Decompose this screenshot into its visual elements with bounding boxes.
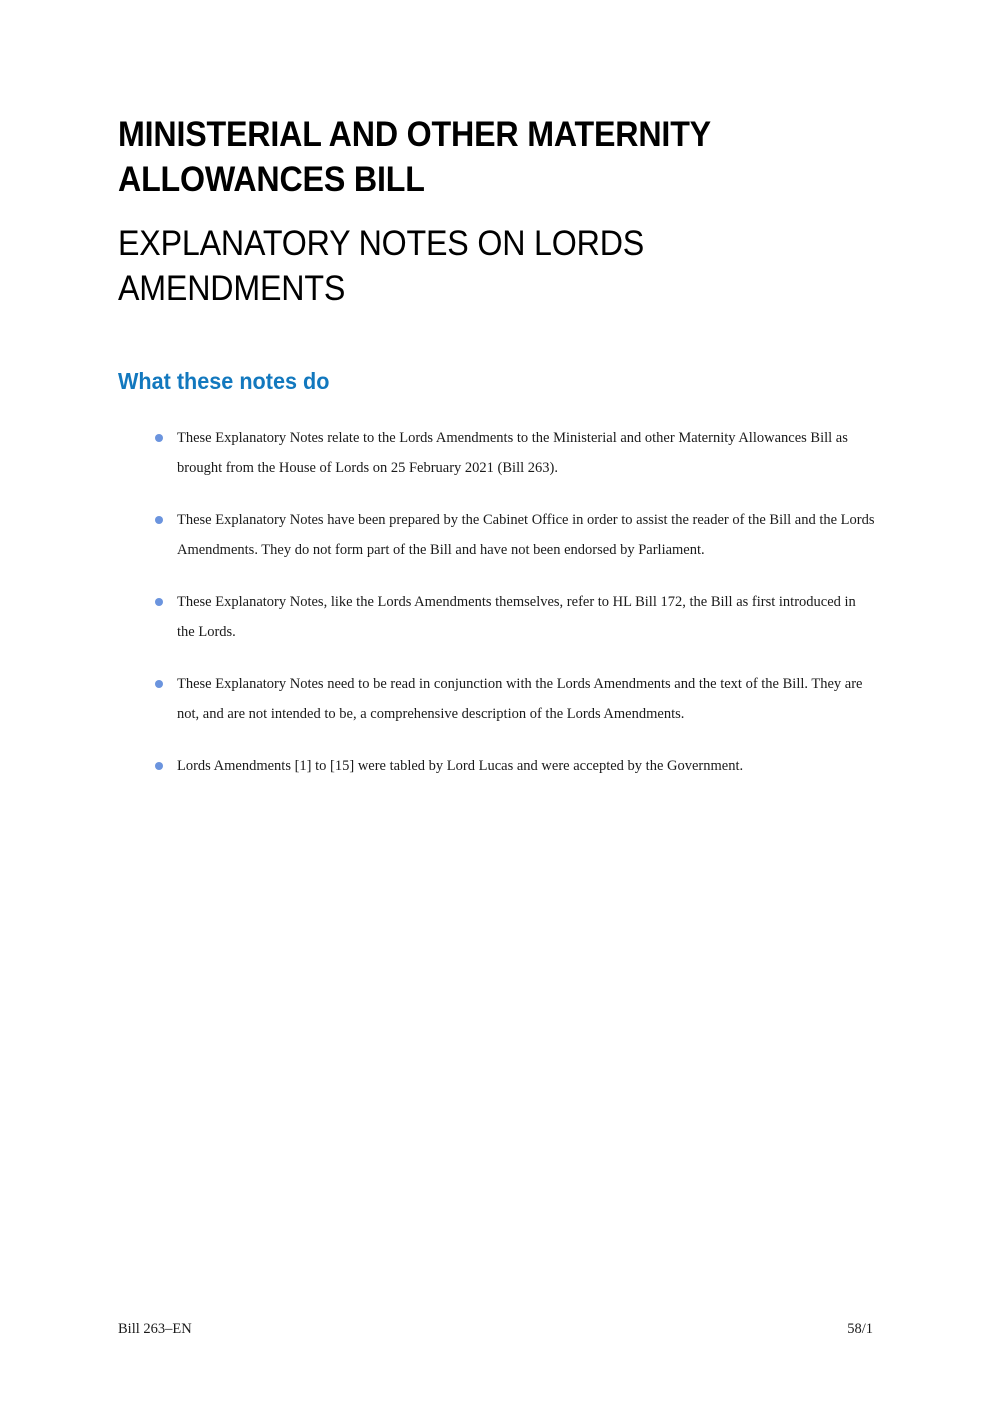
list-item-text: These Explanatory Notes have been prepared by the Cabinet Office in order to assist the reader of the Bill and the Lords Amendments. They do not form part of the Bill and have not been endorsed by Parliament. (177, 512, 875, 558)
bullet-icon (155, 434, 163, 442)
footer-bill-reference: Bill 263–EN (118, 1321, 192, 1337)
bullet-icon (155, 762, 163, 770)
page-title: MINISTERIAL AND OTHER MATERNITY ALLOWANCES BILL (118, 115, 711, 199)
footer-page-number: 58/1 (847, 1321, 873, 1337)
page-footer (118, 1319, 873, 1339)
bullet-icon (155, 680, 163, 688)
list-item (118, 423, 875, 483)
notes-list (118, 395, 875, 781)
list-item-text: Lords Amendments [1] to [15] were tabled by Lord Lucas and were accepted by the Government. (177, 758, 744, 774)
list-item (118, 751, 875, 781)
list-item-text: These Explanatory Notes relate to the Lords Amendments to the Ministerial and other Maternity Allowances Bill as brought from the House of Lords on 25 February 2021 (Bill 263). (177, 430, 848, 476)
list-item (118, 669, 875, 729)
list-item (118, 587, 875, 647)
document-content (118, 0, 875, 781)
bullet-icon (155, 598, 163, 606)
section-heading-what-these-notes-do: What these notes do (118, 368, 330, 394)
bullet-icon (155, 516, 163, 524)
list-item-text: These Explanatory Notes need to be read in conjunction with the Lords Amendments and the text of the Bill. They are not, and are not intended to be, a comprehensive description of the Lords Amendments. (177, 676, 863, 722)
list-item (118, 505, 875, 565)
list-item-text: These Explanatory Notes, like the Lords Amendments themselves, refer to HL Bill 172, the Bill as first introduced in the Lords. (177, 594, 856, 640)
page-subtitle: EXPLANATORY NOTES ON LORDS AMENDMENTS (118, 224, 645, 308)
